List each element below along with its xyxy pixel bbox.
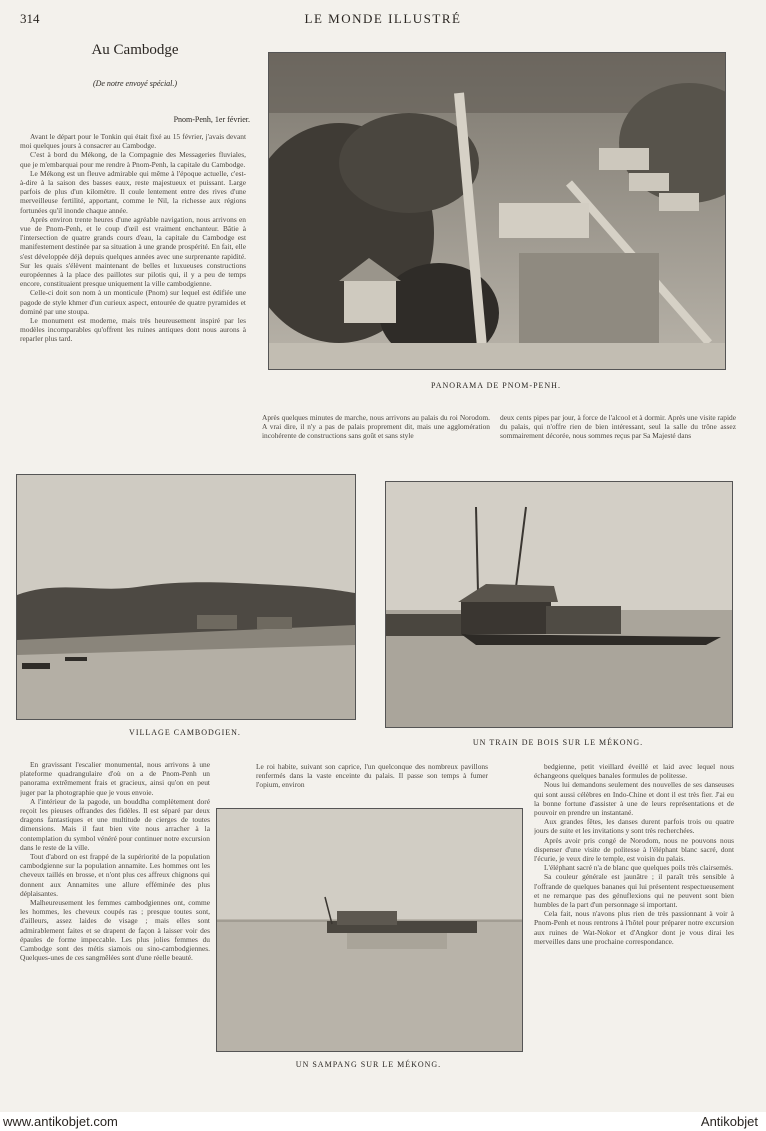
caption-panorama: PANORAMA DE PNOM-PENH. [431, 381, 561, 390]
timber-raft-image [386, 482, 732, 727]
village-image [17, 475, 355, 719]
paragraph: Le Mékong est un fleuve admirable qui même à l'époque actuelle, c'est-à-dire à la saison des basses eaux, reste majestueux et puissant. Large parfois de plus d'un kilomètre. Il coule lentement entre des rives d'une merveilleuse fertilité, apportant, comme le Nil, la richesse aux régions fortunées qu'il inonde chaque année. [20, 168, 246, 215]
caption-timber-raft: UN TRAIN DE BOIS SUR LE MÉKONG. [472, 738, 644, 747]
text-column-mid-bottom: Le roi habite, suivant son caprice, l'un quelconque des nombreux pavillons renfermés dans la vaste enceinte du palais. Il passe son temps à fumer l'opium, environ [256, 762, 488, 790]
paragraph: Après avoir pris congé de Norodom, nous ne pouvons nous dispenser d'une visite de politesse à l'éléphant blanc sacré, dont l'écurie, je veux dire le temple, est voisin du palais. [534, 835, 734, 864]
sampang-image [217, 809, 522, 1051]
article-subtitle: (De notre envoyé spécial.) [92, 79, 178, 88]
paragraph: Nous lui demandons seulement des nouvelles de ses danseuses qui sont aussi célèbres en Indo-Chine et dont il est très fier. J'ai eu la bonne fortune d'assister à une de leurs représentations et de pouvoir en prendre un instantané. [534, 780, 734, 818]
watermark-brand: Antikobjet [700, 1114, 758, 1129]
page-number: 314 [20, 11, 40, 26]
paragraph: L'éléphant sacré n'a de blanc que quelques poils très clairsemés. [544, 863, 733, 873]
paragraph: Sa couleur générale est jaunâtre ; il paraît très sensible à l'offrande de quelques bananes qui lui présentent respectueusement et ne remarque pas des génuflexions qui ne peuvent sont bien humbles de la part d'un personnage si important. [534, 872, 734, 910]
watermark-bar [0, 1112, 766, 1131]
text-column-mid-top: Après quelques minutes de marche, nous arrivons au palais du roi Norodom. A vrai dire, il n'y a pas de palais proprement dit, mais une agglomération incohérente de constructions sans goût et sans style [262, 413, 490, 441]
paragraph: Après environ trente heures d'une agréable navigation, nous arrivons en vue de Pnom-Penh, et le coup d'œil est vraiment enchanteur. Bâtie à l'intersection de quatre grands cours d'eau, la capitale du Cambodge est manifestement destinée par sa situation à une grande prospérité. En fait, elle s'est développée déjà depuis quelques années avec une surprenante rapidité. Sur les quais s'élèvent maintenant de belles et luxueuses constructions européennes à la place des paillotes sur pilotis qui, il y a peu de temps encore, constituaient presque uniquement la ville cambodgienne. [20, 214, 246, 289]
paragraph: Celle-ci doit son nom à un monticule (Pnom) sur lequel est édifiée une pagode de style khmer d'un curieux aspect, entourée de quatre pyramides et dominé par une stoupa. [20, 288, 246, 316]
paragraph: Malheureusement les femmes cambodgiennes ont, comme les hommes, les cheveux coupés ras ; presque toutes sont, d'ailleurs, assez laides de visage ; mais elles sont admirablement faites et se drapent de façon à laisser voir des épaules de forme impeccable. Les plus jolies femmes du Cambodge sont des métis siamois ou sino-cambodgiennes. Quelques-unes de ces sangmêlées sont d'une réelle beauté. [20, 898, 210, 963]
article-dateline: Pnom-Penh, 1er février. [173, 115, 250, 124]
paragraph: C'est à bord du Mékong, de la Compagnie des Messageries fluviales, que je m'embarquai pour me rendre à Pnom-Penh, la capitale du Cambodge. [20, 150, 246, 169]
caption-village: VILLAGE CAMBODGIEN. [129, 728, 241, 737]
text-column-right-bottom [534, 762, 734, 1068]
village-photo [16, 474, 356, 720]
paragraph: bedgienne, petit vieillard éveillé et laid avec lequel nous échangeons quelques banales formules de politesse. [534, 762, 734, 781]
text-column-right-top: deux cents pipes par jour, à force de l'alcool et à dormir. Après une visite rapide du palais, qui n'offre rien de bien intéressant, seul la salle du trône assez sommairement décorée, nous sommes reçus par Sa Majesté dans [500, 413, 736, 441]
panorama-photo [268, 52, 726, 370]
sampang-photo [216, 808, 523, 1052]
article-title: Au Cambodge [91, 42, 179, 58]
paragraph: Tout d'abord on est frappé de la supériorité de la population cambodgienne sur la population annamite. Les hommes ont les cheveux taillés en brosse, et n'ont plus ces affreux chignons qui donnent aux Annamites une allure efféminée des plus déplaisantes. [20, 852, 210, 898]
paragraph: Avant le départ pour le Tonkin qui était fixé au 15 février, j'avais devant moi quelques jours à consacrer au Cambodge. [20, 132, 246, 151]
text-column-left-bottom [20, 760, 210, 1052]
panorama-image [269, 53, 725, 369]
paragraph: Cela fait, nous n'avons plus rien de très passionnant à voir à Pnom-Penh et nous rentrons à l'hôtel pour préparer notre excursion aux ruines de Wat-Nokor et d'Angkor dont je vous dirai les merveilles dans une prochaine correspondance. [534, 909, 734, 946]
watermark-url: www.antikobjet.com [3, 1114, 118, 1129]
caption-sampang: UN SAMPANG SUR LE MÉKONG. [295, 1060, 442, 1069]
paragraph: Aux grandes fêtes, les danses durent parfois trois ou quatre jours de suite et les invitations y sont très recherchées. [534, 817, 734, 836]
journal-title: LE MONDE ILLUSTRÉ [304, 11, 462, 26]
paragraph: A l'intérieur de la pagode, un bouddha complètement doré reçoit les pieuses offrandes des fidèles. Il est séparé par deux dragons fantastiques et une multitude de cierges de toutes dimensions. Mais il faut bien vite nous arracher à la contemplation du symbol vénéré pour continuer notre excursion dans le reste de la ville. [20, 796, 210, 852]
text-column-left-top [20, 132, 246, 430]
timber-raft-photo [385, 481, 733, 728]
paragraph: Le monument est moderne, mais très heureusement inspiré par les modèles incomparables qu'offrent les ruines antiques dont nous aurons à reparler plus tard. [20, 316, 246, 344]
paragraph: En gravissant l'escalier monumental, nous arrivons à une plateforme quadrangulaire d'où on a de Pnom-Penh un panorama extrêmement frais et gracieux, ainsi qu'on en peut juger par la photographie que je vous envoie. [20, 760, 210, 797]
